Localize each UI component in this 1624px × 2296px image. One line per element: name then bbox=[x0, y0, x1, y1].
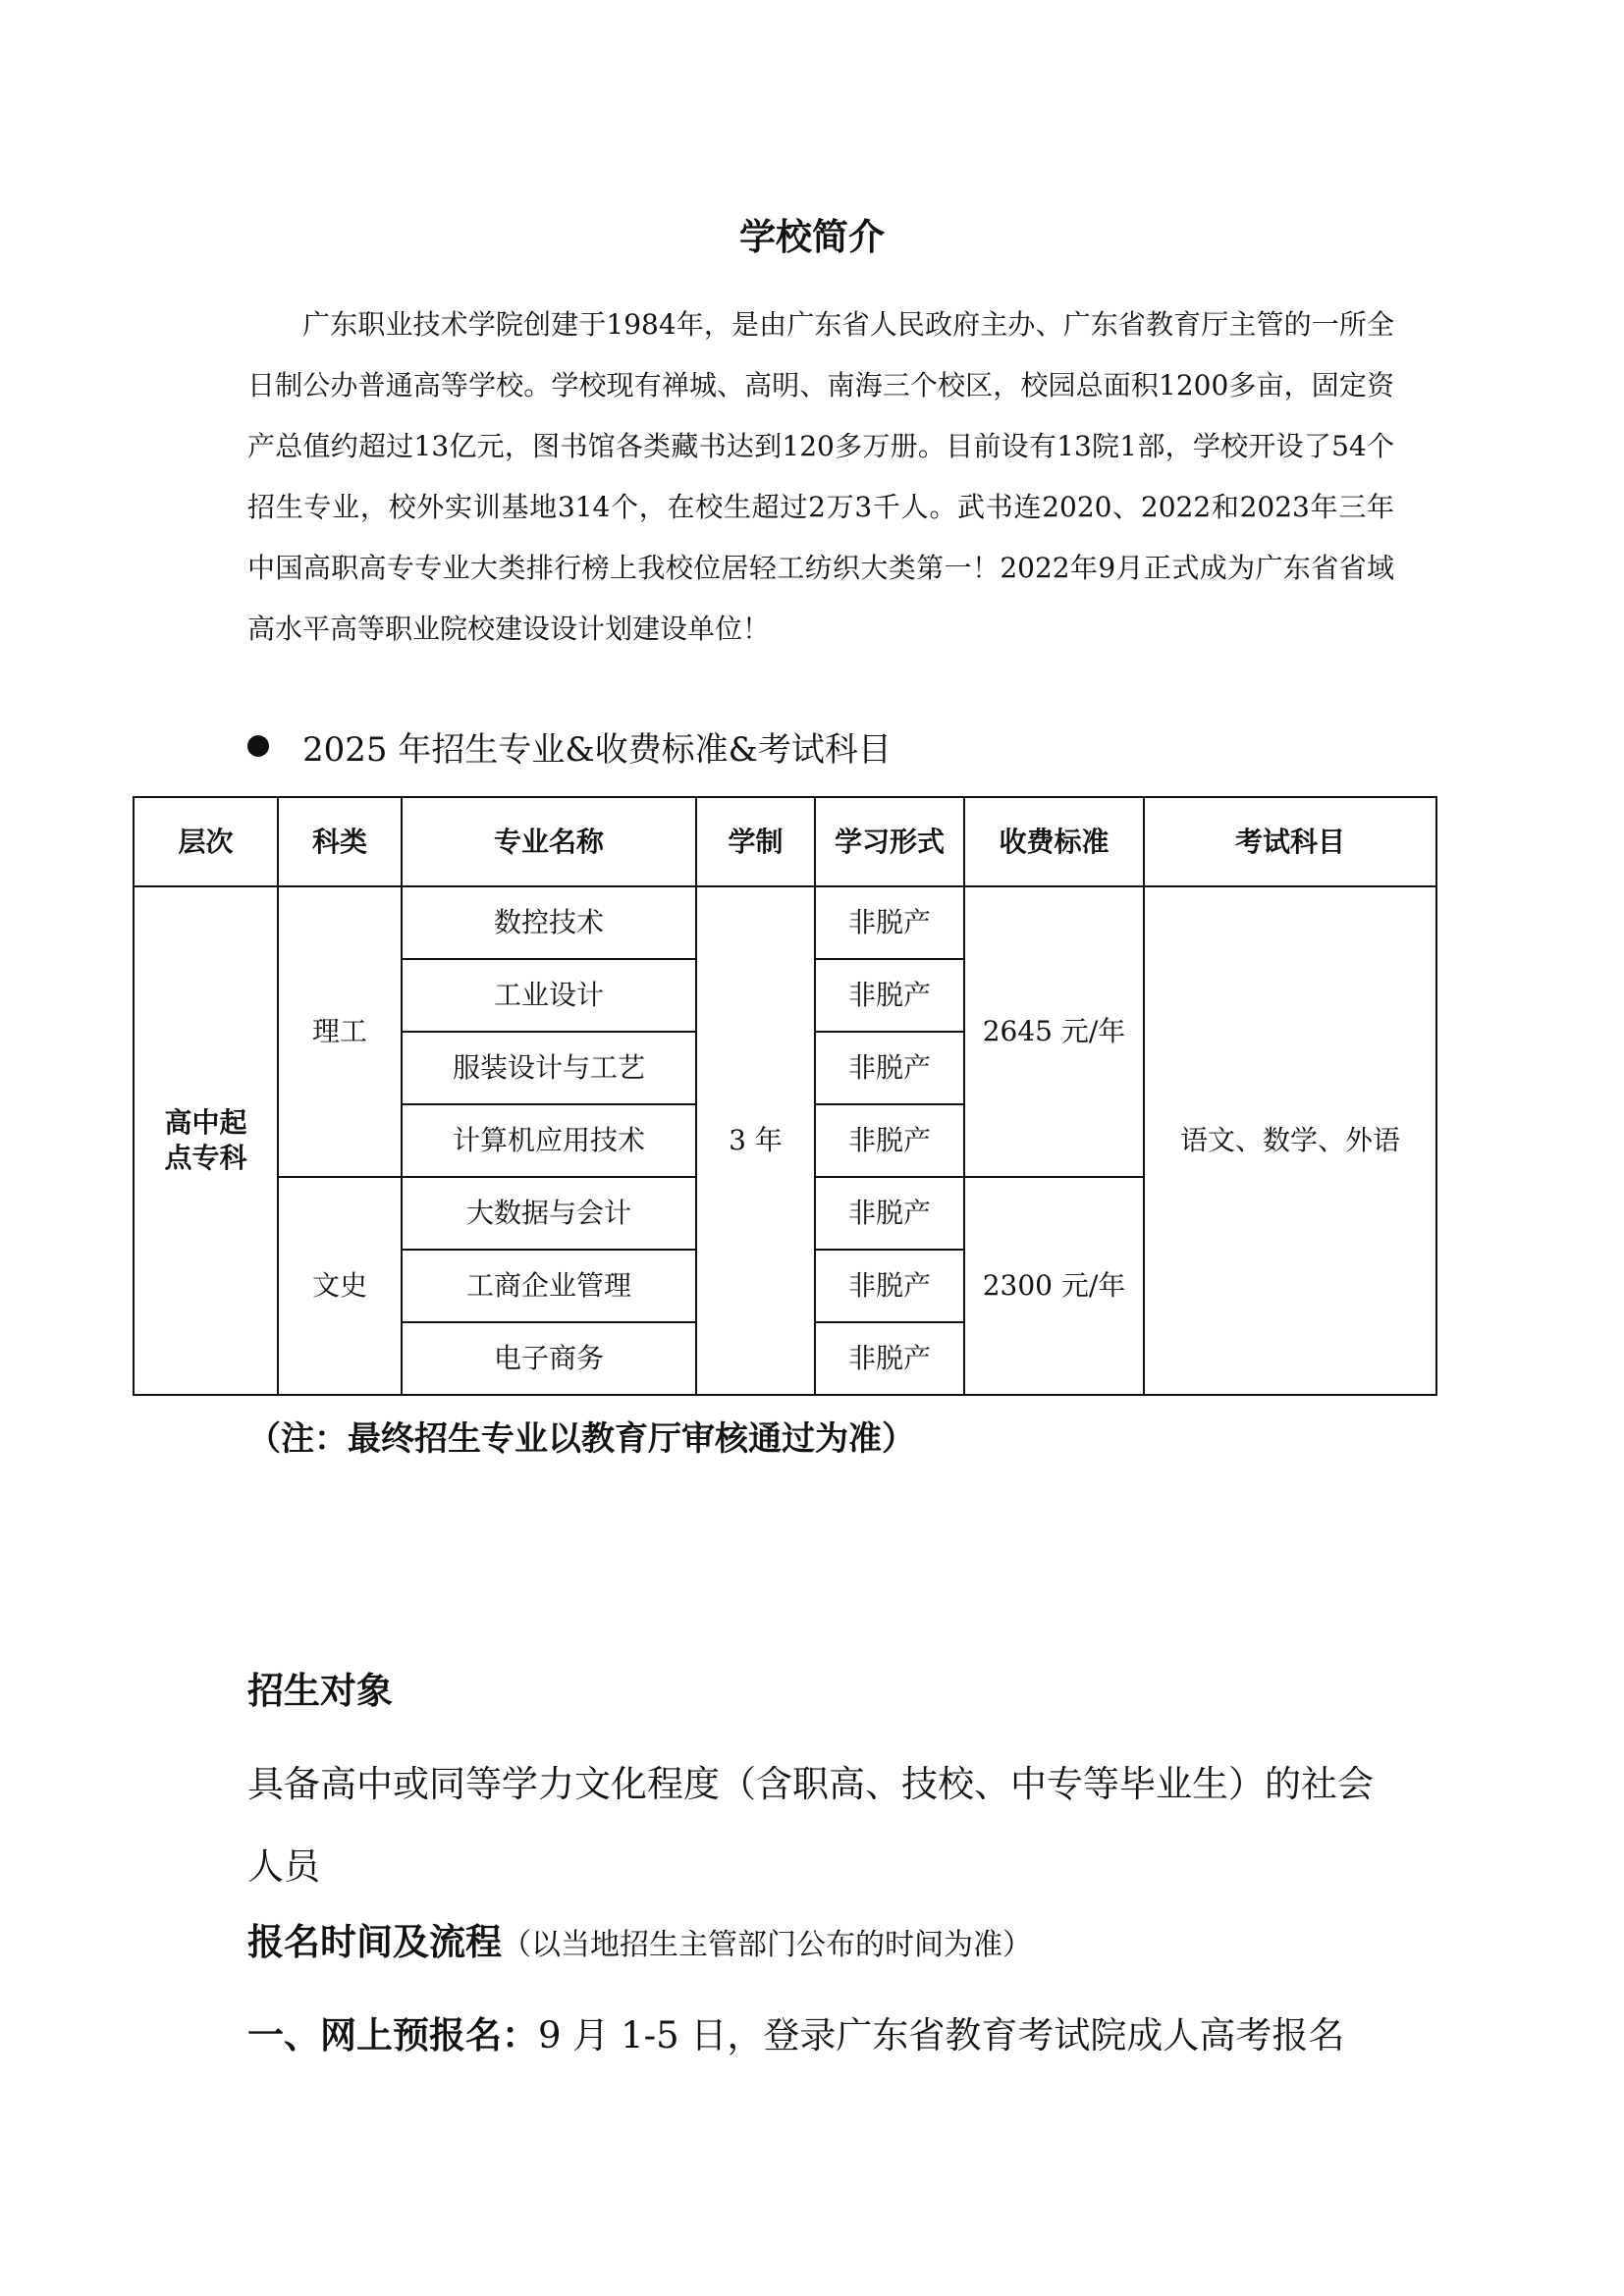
registration-heading-note: （以当地招生主管部门公布的时间为准） bbox=[502, 1928, 1032, 1962]
registration-heading-text: 报名时间及流程 bbox=[247, 1921, 502, 1963]
target-heading: 招生对象 bbox=[247, 1670, 393, 1712]
major-cell: 服装设计与工艺 bbox=[402, 1032, 696, 1104]
school-intro-paragraph: 广东职业技术学院创建于1984年，是由广东省人民政府主办、广东省教育厅主管的一所全日制公办普通高等学校。学校现有禅城、高明、南海三个校区，校园总面积1200多亩，固定资产总值约超过13亿元，图书馆各类藏书达到120多万册。目前设有13院1部，学校开设了54个招生专业，校外实训基地314个，在校生超过2万3千人。武书连2020、2022和2023年三年中国高职高专专业大类排行榜上我校位居轻工纺织大类第一！2022年9月正式成为广东省省域高水平高等职业院校建设设计划建设单位！ bbox=[247, 308, 1394, 645]
step-1-text: 9 月 1-5 日，登录广东省教育考试院成人高考报名 bbox=[538, 2014, 1345, 2056]
study-mode-cell: 非脱产 bbox=[815, 1032, 964, 1104]
header-exam: 考试科目 bbox=[1144, 797, 1436, 886]
header-category: 科类 bbox=[278, 797, 402, 886]
header-level: 层次 bbox=[134, 797, 278, 886]
category-cell: 理工 bbox=[278, 886, 402, 1177]
step-1-label: 一、网上预报名： bbox=[247, 2014, 538, 2056]
major-cell: 数控技术 bbox=[402, 886, 696, 959]
major-cell: 电子商务 bbox=[402, 1322, 696, 1395]
exam-cell: 语文、数学、外语 bbox=[1144, 886, 1436, 1395]
study-mode-cell: 非脱产 bbox=[815, 1322, 964, 1395]
page-title: 学校简介 bbox=[739, 216, 885, 258]
fee-cell: 2645 元/年 bbox=[964, 886, 1144, 1177]
major-cell: 工业设计 bbox=[402, 959, 696, 1032]
major-cell: 工商企业管理 bbox=[402, 1250, 696, 1322]
majors-heading-text: 2025 年招生专业&收费标准&考试科目 bbox=[302, 730, 892, 770]
registration-step-1 bbox=[247, 2008, 1344, 2063]
study-mode-cell: 非脱产 bbox=[815, 1177, 964, 1250]
majors-table bbox=[133, 796, 1437, 1396]
header-duration: 学制 bbox=[696, 797, 815, 886]
table-note: （注：最终招生专业以教育厅审核通过为准） bbox=[247, 1419, 915, 1459]
study-mode-cell: 非脱产 bbox=[815, 959, 964, 1032]
header-fee: 收费标准 bbox=[964, 797, 1144, 886]
major-cell: 大数据与会计 bbox=[402, 1177, 696, 1250]
study-mode-cell: 非脱产 bbox=[815, 1104, 964, 1177]
bullet-icon bbox=[247, 735, 269, 757]
header-major: 专业名称 bbox=[402, 797, 696, 886]
registration-heading bbox=[247, 1918, 1032, 1970]
level-cell: 高中起点专科 bbox=[134, 886, 278, 1395]
study-mode-cell: 非脱产 bbox=[815, 886, 964, 959]
table-header-row bbox=[134, 797, 1436, 886]
table-row bbox=[134, 886, 1436, 959]
majors-bullet-heading bbox=[247, 726, 892, 774]
target-text: 具备高中或同等学力文化程度（含职高、技校、中专等毕业生）的社会人员 bbox=[247, 1763, 1374, 1888]
study-mode-cell: 非脱产 bbox=[815, 1250, 964, 1322]
header-study-mode: 学习形式 bbox=[815, 797, 964, 886]
major-cell: 计算机应用技术 bbox=[402, 1104, 696, 1177]
category-cell: 文史 bbox=[278, 1177, 402, 1395]
fee-cell: 2300 元/年 bbox=[964, 1177, 1144, 1395]
duration-cell: 3 年 bbox=[696, 886, 815, 1395]
